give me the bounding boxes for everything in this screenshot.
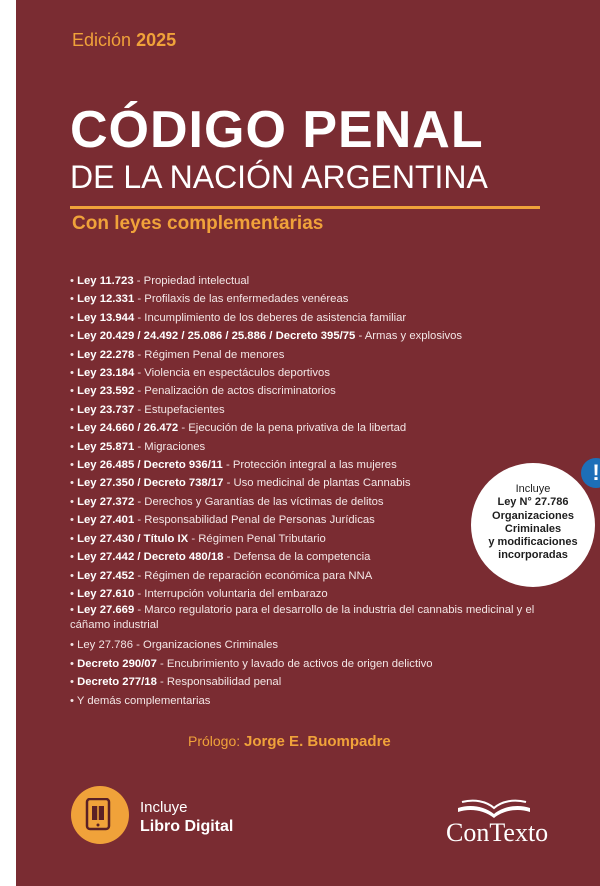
law-description: - Migraciones <box>134 440 206 453</box>
bullet: • <box>70 551 78 564</box>
exclamation-icon: ! <box>581 458 600 488</box>
law-item <box>70 327 570 345</box>
bullet: • <box>70 604 78 617</box>
law-description: - Propiedad intelectual <box>133 275 250 287</box>
law-reference: Ley 13.944 <box>77 311 135 324</box>
badge-line: Criminales <box>504 523 562 535</box>
law-item <box>70 692 570 710</box>
law-description: Y demás complementarias <box>76 694 211 707</box>
bullet: • <box>70 367 78 380</box>
bullet: • <box>70 403 78 416</box>
law-item <box>70 272 570 290</box>
bullet: • <box>70 694 77 707</box>
law-description: - Marco regulatorio para el desarrollo de la industria del cannabis medicinal y el cáñamo industrial <box>70 604 535 632</box>
badge-line: Incluye <box>515 483 551 495</box>
law-item <box>70 309 570 327</box>
law-description: - Interrupción voluntaria del embarazo <box>134 587 328 600</box>
law-item <box>70 655 570 673</box>
law-description: - Régimen de reparación económica para NNA <box>134 569 373 582</box>
prologue-author: Jorge E. Buompadre <box>244 733 391 750</box>
bullet: • <box>70 639 78 652</box>
bullet: • <box>70 275 78 287</box>
law-description: - Derechos y Garantías de las víctimas de delitos <box>134 495 384 508</box>
edition-year: 2025 <box>136 30 177 50</box>
digital-line-2: Libro Digital <box>140 818 234 835</box>
bullet: • <box>70 422 78 435</box>
law-description: - Profilaxis de las enfermedades venéreas <box>134 293 349 306</box>
law-reference: Decreto 277/18 <box>77 676 157 689</box>
law-item <box>70 364 570 382</box>
prologue-label: Prólogo: <box>188 733 241 749</box>
badge-line: Organizaciones <box>492 510 574 522</box>
law-reference: Ley 27.372 <box>77 495 135 508</box>
law-description: - Ejecución de la pena privativa de la libertad <box>178 422 407 435</box>
bullet: • <box>70 514 78 527</box>
law-item <box>70 438 570 456</box>
bullet: • <box>70 587 78 600</box>
law-reference: Ley 27.401 <box>77 514 135 527</box>
open-book-logo-icon <box>454 796 534 820</box>
bullet: • <box>70 311 78 324</box>
subtitle: Con leyes complementarias <box>72 213 324 234</box>
law-item <box>70 636 570 654</box>
law-description: - Armas y explosivos <box>355 330 463 343</box>
law-item <box>70 603 570 633</box>
badge-line: y modificaciones <box>488 536 578 548</box>
law-reference: Decreto 290/07 <box>77 657 157 670</box>
law-item <box>70 585 570 603</box>
title-divider <box>70 206 540 209</box>
tablet-book-icon <box>71 786 129 844</box>
law-item <box>70 456 570 474</box>
law-reference: Ley 22.278 <box>77 348 135 361</box>
bullet: • <box>70 385 78 398</box>
law-description: - Régimen Penal Tributario <box>188 532 326 545</box>
law-reference: Ley 23.737 <box>77 403 135 416</box>
bullet: • <box>70 459 78 472</box>
law-description: - Estupefacientes <box>134 403 225 416</box>
law-reference: Ley 27.610 <box>77 587 135 600</box>
law-reference: Ley 20.429 / 24.492 / 25.086 / 25.886 / Decreto 395/75 <box>77 330 356 343</box>
law-reference: Ley 11.723 <box>77 275 134 287</box>
bullet: • <box>70 330 78 343</box>
law-reference: Ley 23.592 <box>77 385 135 398</box>
law-item <box>70 290 570 308</box>
title-secondary: DE LA NACIÓN ARGENTINA <box>70 159 488 195</box>
law-reference: Ley 27.350 / Decreto 738/17 <box>77 477 224 490</box>
includes-badge <box>471 463 595 587</box>
bullet: • <box>70 532 78 545</box>
law-reference: Ley 24.660 / 26.472 <box>77 422 179 435</box>
law-reference: Ley 27.669 <box>77 604 135 617</box>
law-description: Ley 27.786 - Organizaciones Criminales <box>77 639 279 652</box>
badge-line: Ley N° 27.786 <box>497 496 569 508</box>
book-cover <box>16 0 600 886</box>
law-description: - Incumplimiento de los deberes de asistencia familiar <box>134 311 407 324</box>
law-description: - Régimen Penal de menores <box>134 348 285 361</box>
law-reference: Ley 12.331 <box>77 293 135 306</box>
law-reference: Ley 27.452 <box>77 569 135 582</box>
title-main: CÓDIGO PENAL <box>70 101 484 159</box>
digital-line-1: Incluye <box>140 799 188 816</box>
law-reference: Ley 25.871 <box>77 440 135 453</box>
publisher-logo: ConTexto <box>446 818 549 847</box>
law-item <box>70 346 570 364</box>
bullet: • <box>70 657 78 670</box>
law-description: - Uso medicinal de plantas Cannabis <box>223 477 411 490</box>
law-reference: Ley 27.442 / Decreto 480/18 <box>77 551 224 564</box>
bullet: • <box>70 676 78 689</box>
law-item <box>70 419 570 437</box>
bullet: • <box>70 440 78 453</box>
law-reference: Ley 26.485 / Decreto 936/11 <box>77 459 223 472</box>
bullet: • <box>70 569 78 582</box>
law-description: - Penalización de actos discriminatorios <box>134 385 336 398</box>
badge-line: incorporadas <box>498 549 568 561</box>
law-item <box>70 673 570 691</box>
law-description: - Responsabilidad Penal de Personas Jurídicas <box>134 514 375 527</box>
edition-label: Edición 2025 <box>72 30 177 50</box>
bullet: • <box>70 348 78 361</box>
law-item <box>70 382 570 400</box>
law-reference: Ley 27.430 / Título IX <box>77 532 189 545</box>
prologue <box>188 733 391 750</box>
bullet: • <box>70 477 78 490</box>
bullet: • <box>70 495 78 508</box>
law-description: - Protección integral a las mujeres <box>222 459 397 472</box>
law-description: - Encubrimiento y lavado de activos de origen delictivo <box>156 657 433 670</box>
law-reference: Ley 23.184 <box>77 367 135 380</box>
law-item <box>70 401 570 419</box>
bullet: • <box>70 293 78 306</box>
tablet-book-graphic <box>84 798 116 832</box>
law-description: - Violencia en espectáculos deportivos <box>134 367 330 380</box>
law-description: - Defensa de la competencia <box>223 551 371 564</box>
law-description: - Responsabilidad penal <box>156 676 282 689</box>
